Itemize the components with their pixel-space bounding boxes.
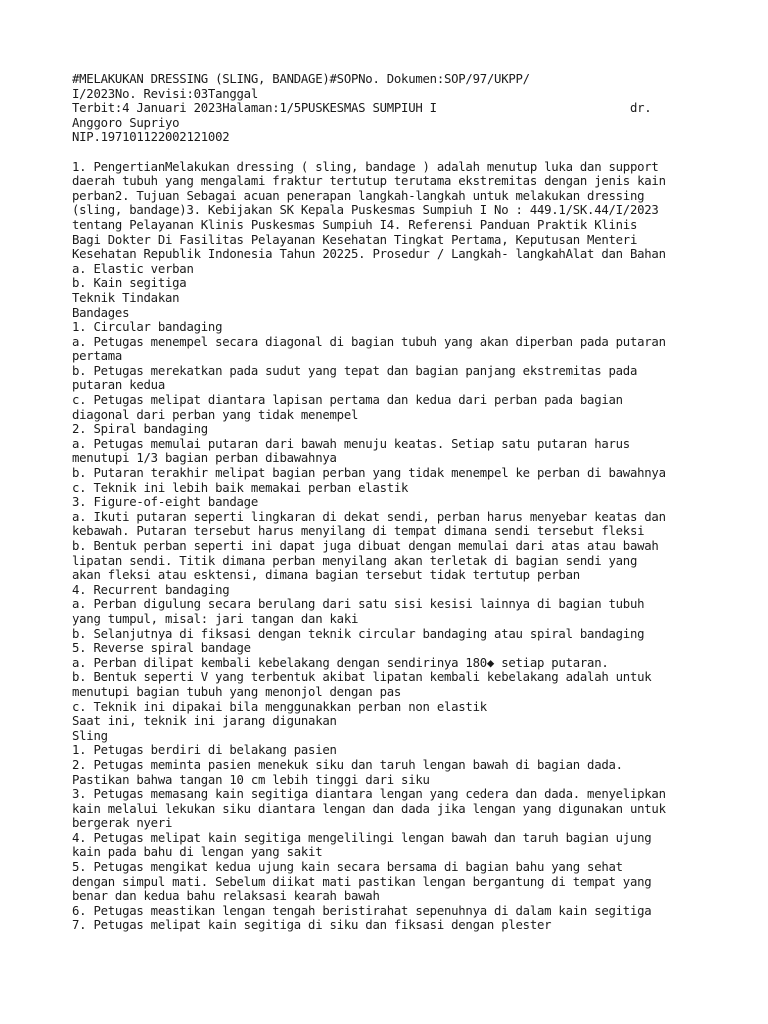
text-line: akan fleksi atau esktensi, dimana bagian tersebut tidak tertutup perban: [72, 568, 580, 583]
text-line: 1. PengertianMelakukan dressing ( sling, bandage ) adalah menutup luka dan support: [72, 159, 659, 174]
text-line: 5. Reverse spiral bandage: [72, 641, 251, 656]
text-line: (sling, bandage)3. Kebijakan SK Kepala Puskesmas Sumpiuh I No : 449.1/SK.44/I/2023: [72, 203, 659, 218]
text-line: b. Bentuk perban seperti ini dapat juga dibuat dengan memulai dari atas atau bawah: [72, 539, 659, 553]
text-line: Bagi Dokter Di Fasilitas Pelayanan Kesehatan Tingkat Pertama, Keputusan Menteri: [72, 232, 638, 247]
header-line: I/2023No. Revisi:03Tanggal: [72, 86, 258, 101]
text-line: Bandages: [72, 305, 130, 320]
text-line: 4. Petugas melipat kain segitiga mengelilingi lengan bawah dan taruh bagian ujung: [72, 830, 652, 845]
text-line: c. Teknik ini lebih baik memakai perban elastik: [72, 480, 409, 495]
text-line: 5. Petugas mengikat kedua ujung kain secara bersama di bagian bahu yang sehat: [72, 860, 623, 875]
text-line: a. Ikuti putaran seperti lingkaran di dekat sendi, perban harus menyebar keatas dan: [72, 509, 666, 524]
text-line: 2. Spiral bandaging: [72, 422, 208, 437]
text-line: 1. Circular bandaging: [72, 320, 223, 335]
text-line: kebawah. Putaran tersebut harus menyilang di tempat dimana sendi tersebut fleksi: [72, 524, 645, 539]
header-line: Terbit:4 Januari 2023Halaman:1/5PUSKESMAS SUMPIUH I dr.: [72, 101, 652, 116]
text-line: yang tumpul, misal: jari tangan dan kaki: [72, 611, 359, 626]
text-line: bergerak nyeri: [72, 816, 173, 831]
text-line: putaran kedua: [72, 378, 165, 393]
text-line: pertama: [72, 349, 123, 364]
text-line: Pastikan bahwa tangan 10 cm lebih tinggi dari siku: [72, 772, 430, 787]
text-line: c. Petugas melipat diantara lapisan pertama dan kedua dari perban pada bagian: [72, 393, 623, 408]
text-line: a. Petugas memulai putaran dari bawah menuju keatas. Setiap satu putaran harus: [72, 436, 630, 451]
header-line: NIP.197101122002121002: [72, 130, 230, 145]
text-line: Sling: [72, 728, 108, 743]
section-spacer: [72, 145, 712, 160]
text-line: daerah tubuh yang mengalami fraktur tertutup terutama ekstremitas dengan jenis kain: [72, 174, 666, 189]
text-line: tentang Pelayanan Klinis Puskesmas Sumpiuh I4. Referensi Panduan Praktik Klinis: [72, 217, 638, 232]
text-line: c. Teknik ini dipakai bila menggunakkan perban non elastik: [72, 699, 487, 714]
text-line: menutupi 1/3 bagian perban dibawahnya: [72, 451, 337, 466]
text-line: Saat ini, teknik ini jarang digunakan: [72, 714, 337, 729]
text-line: menutupi bagian tubuh yang menonjol dengan pas: [72, 684, 402, 699]
text-line: a. Elastic verban: [72, 261, 194, 276]
text-line: b. Bentuk seperti V yang terbentuk akibat lipatan kembali kebelakang adalah untuk: [72, 670, 652, 685]
text-line: b. Putaran terakhir melipat bagian perban yang tidak menempel ke perban di bawahnya: [72, 466, 666, 481]
text-line: 2. Petugas meminta pasien menekuk siku dan taruh lengan bawah di bagian dada.: [72, 757, 623, 772]
text-line: kain pada bahu di lengan yang sakit: [72, 845, 323, 860]
text-line: 4. Recurrent bandaging: [72, 582, 230, 597]
text-line: 6. Petugas meastikan lengan tengah beristirahat sepenuhnya di dalam kain segitiga: [72, 903, 652, 918]
text-line: perban2. Tujuan Sebagai acuan penerapan langkah-langkah untuk melakukan dressing: [72, 188, 645, 203]
text-line: dengan simpul mati. Sebelum diikat mati pastikan lengan bergantung di tempat yang: [72, 874, 652, 889]
text-line: Teknik Tindakan: [72, 290, 180, 305]
text-line: 7. Petugas melipat kain segitiga di siku dan fiksasi dengan plester: [72, 918, 552, 933]
text-line: 3. Petugas memasang kain segitiga diantara lengan yang cedera dan dada. menyelipkan: [72, 787, 666, 802]
document-body: [72, 160, 712, 933]
header-line: #MELAKUKAN DRESSING (SLING, BANDAGE)#SOPNo. Dokumen:SOP/97/UKPP/: [72, 72, 530, 86]
text-line: a. Petugas menempel secara diagonal di bagian tubuh yang akan diperban pada putaran: [72, 334, 666, 349]
text-line: diagonal dari perban yang tidak menempel: [72, 407, 359, 422]
text-line: b. Petugas merekatkan pada sudut yang tepat dan bagian panjang ekstremitas pada: [72, 363, 638, 378]
text-line: b. Selanjutnya di fiksasi dengan teknik circular bandaging atau spiral bandaging: [72, 626, 645, 641]
text-line: kain melalui lekukan siku diantara lengan dan dada jika lengan yang digunakan untuk: [72, 801, 666, 816]
text-line: Kesehatan Republik Indonesia Tahun 20225. Prosedur / Langkah- langkahAlat dan Bahan: [72, 247, 666, 262]
text-line: 3. Figure-of-eight bandage: [72, 495, 258, 510]
text-line: benar dan kedua bahu relaksasi kearah bawah: [72, 889, 380, 904]
text-line: lipatan sendi. Titik dimana perban menyilang akan terletak di bagian sendi yang: [72, 553, 638, 568]
text-line: 1. Petugas berdiri di belakang pasien: [72, 743, 337, 758]
text-line: a. Perban dilipat kembali kebelakang dengan sendirinya 180◆ setiap putaran.: [72, 655, 609, 670]
text-line: b. Kain segitiga: [72, 276, 187, 291]
document-header: [72, 72, 712, 145]
text-line: a. Perban digulung secara berulang dari satu sisi kesisi lainnya di bagian tubuh: [72, 597, 645, 612]
document-page: [72, 72, 712, 933]
header-line: Anggoro Supriyo: [72, 115, 180, 130]
